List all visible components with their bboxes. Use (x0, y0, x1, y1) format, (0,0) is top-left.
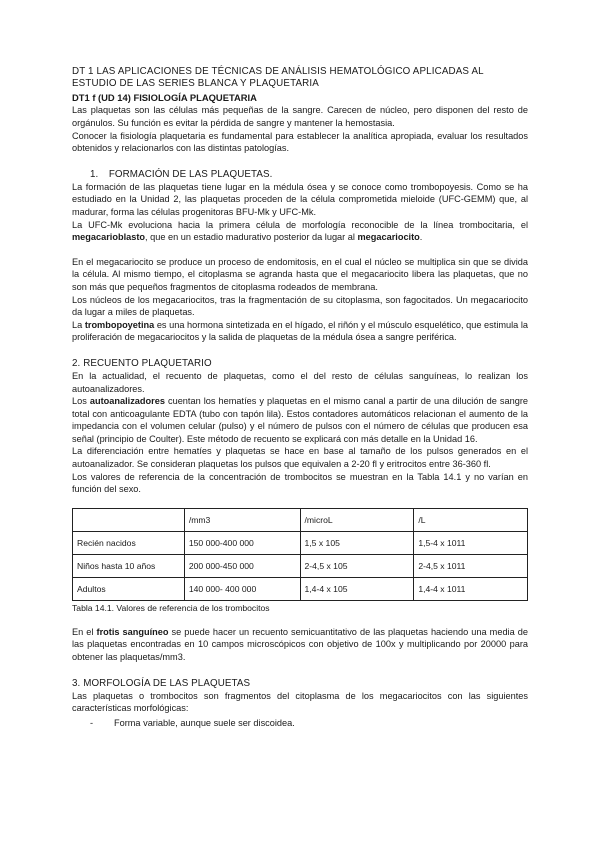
section-2-paragraph-2: Los autoanalizadores cuentan los hematíes y plaquetas en el mismo canal a partir de una dilución de sangre total con anticoagulante EDTA (tubo con tapón lila). Estos contadores automáticos relacionan el aumento de la impedancia con el volumen celular (pulso) y el número de pulsos con el número de células que producen esa señal (principio de Coulter). Este método de recuento se explicará con más detalle en la Unidad 16. (72, 396, 528, 444)
section-1-title: FORMACIÓN DE LAS PLAQUETAS. (108, 168, 273, 180)
section-1-paragraph-5: La trombopoyetina es una hormona sintetizada en el hígado, el riñón y el músculo esquelético, que estimula la proliferación de megacariocitos y la salida de plaquetas de la médula ósea a sangre periférica. (72, 319, 529, 343)
section-1-paragraph-3: En el megacariocito se produce un proceso de endomitosis, en el cual el núcleo se multiplica sin que se divida la célula. Al mismo tiempo, el citoplasma se agranda hasta que el megacariocito libera las plaquetas, que no son más que pequeños fragmentos de citoplasma rodeados de membrana. (72, 256, 528, 292)
bullet-dash: - (90, 717, 94, 728)
table-cell: 200 000-450 000 (184, 554, 300, 577)
section-2-paragraph-5: En el frotis sanguíneo se puede hacer un recuento semicuantitativo de las plaquetas haciendo una media de las plaquetas encontradas en 10 campos microscópicos con objetivo de 100x y multiplicando por 20000 para obtener las plaquetas/mm3. (72, 626, 528, 663)
document-subtitle: DT1 f (UD 14) FISIOLOGÍA PLAQUETARIA (72, 92, 257, 103)
document-page (72, 66, 528, 729)
section-3-paragraph-1: Las plaquetas o trombocitos son fragmentos del citoplasma de los megacariocitos con las siguientes características morfológicas: (72, 690, 528, 714)
section-2-heading: 2. RECUENTO PLAQUETARIO (72, 357, 212, 369)
section-2-paragraph-4: Los valores de referencia de la concentración de trombocitos se muestran en la Tabla 14.1 y no varían en función del sexo. (72, 471, 528, 495)
section-2-paragraph-3: La diferenciación entre hematíes y plaquetas se hace en base al tamaño de los pulsos generados en el autoanalizador. Se consideran plaquetas los pulsos que equivalen a 2-20 fl y eritrocitos entre 36-360 fl. (72, 446, 528, 470)
section-1-paragraph-2: La UFC-Mk evoluciona hacia la primera célula de morfología reconocible de la línea trombocitaria, el megacarioblasto, que en un estadio madurativo posterior da lugar al megacariocito. (72, 219, 528, 243)
list-item (72, 717, 528, 730)
section-3-heading: 3. MORFOLOGÍA DE LAS PLAQUETAS (72, 677, 251, 689)
term-megacarioblasto: megacarioblasto (72, 232, 146, 243)
section-2-paragraph-1: En la actualidad, el recuento de plaquetas, como el del resto de células sanguíneas, lo realizan los autoanalizadores. (72, 370, 528, 394)
table-header-cell: /L (414, 508, 528, 531)
table-header-cell: /microL (300, 508, 414, 531)
intro-paragraph-1: Las plaquetas son las células más pequeñas de la sangre. Carecen de núcleo, pero disponen del resto de orgánulos. Su función es evitar la pérdida de sangre y mantener la hemostasia. (72, 105, 528, 128)
reference-values-table (72, 508, 528, 601)
term-frotis-sanguineo: frotis sanguíneo (96, 626, 169, 637)
section-1-heading (72, 168, 528, 181)
table-header-row (73, 508, 528, 531)
table-row (73, 531, 528, 554)
table-cell: Recién nacidos (73, 531, 185, 554)
table-cell: 1,4-4 x 105 (300, 577, 414, 600)
term-autoanalizadores: autoanalizadores (89, 396, 165, 407)
table-cell: 2-4,5 x 105 (300, 554, 414, 577)
document-title: DT 1 LAS APLICACIONES DE TÉCNICAS DE ANÁLISIS HEMATOLÓGICO APLICADAS AL ESTUDIO DE LAS SERIES BLANCA Y PLAQUETARIA (72, 66, 484, 89)
table-cell: 1,5 x 105 (300, 531, 414, 554)
table-cell: 1,4-4 x 1011 (414, 577, 528, 600)
term-trombopoyetina: trombopoyetina (84, 319, 155, 330)
table-row (73, 577, 528, 600)
section-1-paragraph-4: Los núcleos de los megacariocitos, tras la fragmentación de su citoplasma, son fagocitados. Un megacariocito da lugar a miles de plaquetas. (72, 294, 528, 318)
table-cell: 1,5-4 x 1011 (414, 531, 528, 554)
table-header-cell (73, 508, 185, 531)
table-cell: 140 000- 400 000 (184, 577, 300, 600)
table-header-cell: /mm3 (184, 508, 300, 531)
section-1-paragraph-1: La formación de las plaquetas tiene lugar en la médula ósea y se conoce como trombopoyesis. Como se ha estudiado en la Unidad 2, las plaquetas proceden de la célula comprometida mieloide (UFC-GEMM) que, al madurar, forma las células progenitoras BFU-Mk y UFC-Mk. (72, 181, 528, 217)
table-caption: Tabla 14.1. Valores de referencia de los trombocitos (72, 602, 270, 613)
table-cell: Niños hasta 10 años (73, 554, 185, 577)
intro-paragraph-2: Conocer la fisiología plaquetaria es fundamental para establecer la analítica apropiada, evaluar los resultados obtenidos y relacionarlos con las distintas patologías. (72, 130, 528, 154)
table-cell: Adultos (73, 577, 185, 600)
term-megacariocito: megacariocito (357, 232, 420, 243)
table-cell: 2-4,5 x 1011 (414, 554, 528, 577)
section-1-number: 1. (90, 168, 99, 180)
table-row (73, 554, 528, 577)
list-item-text: Forma variable, aunque suele ser discoidea. (114, 717, 295, 728)
table-cell: 150 000-400 000 (184, 531, 300, 554)
